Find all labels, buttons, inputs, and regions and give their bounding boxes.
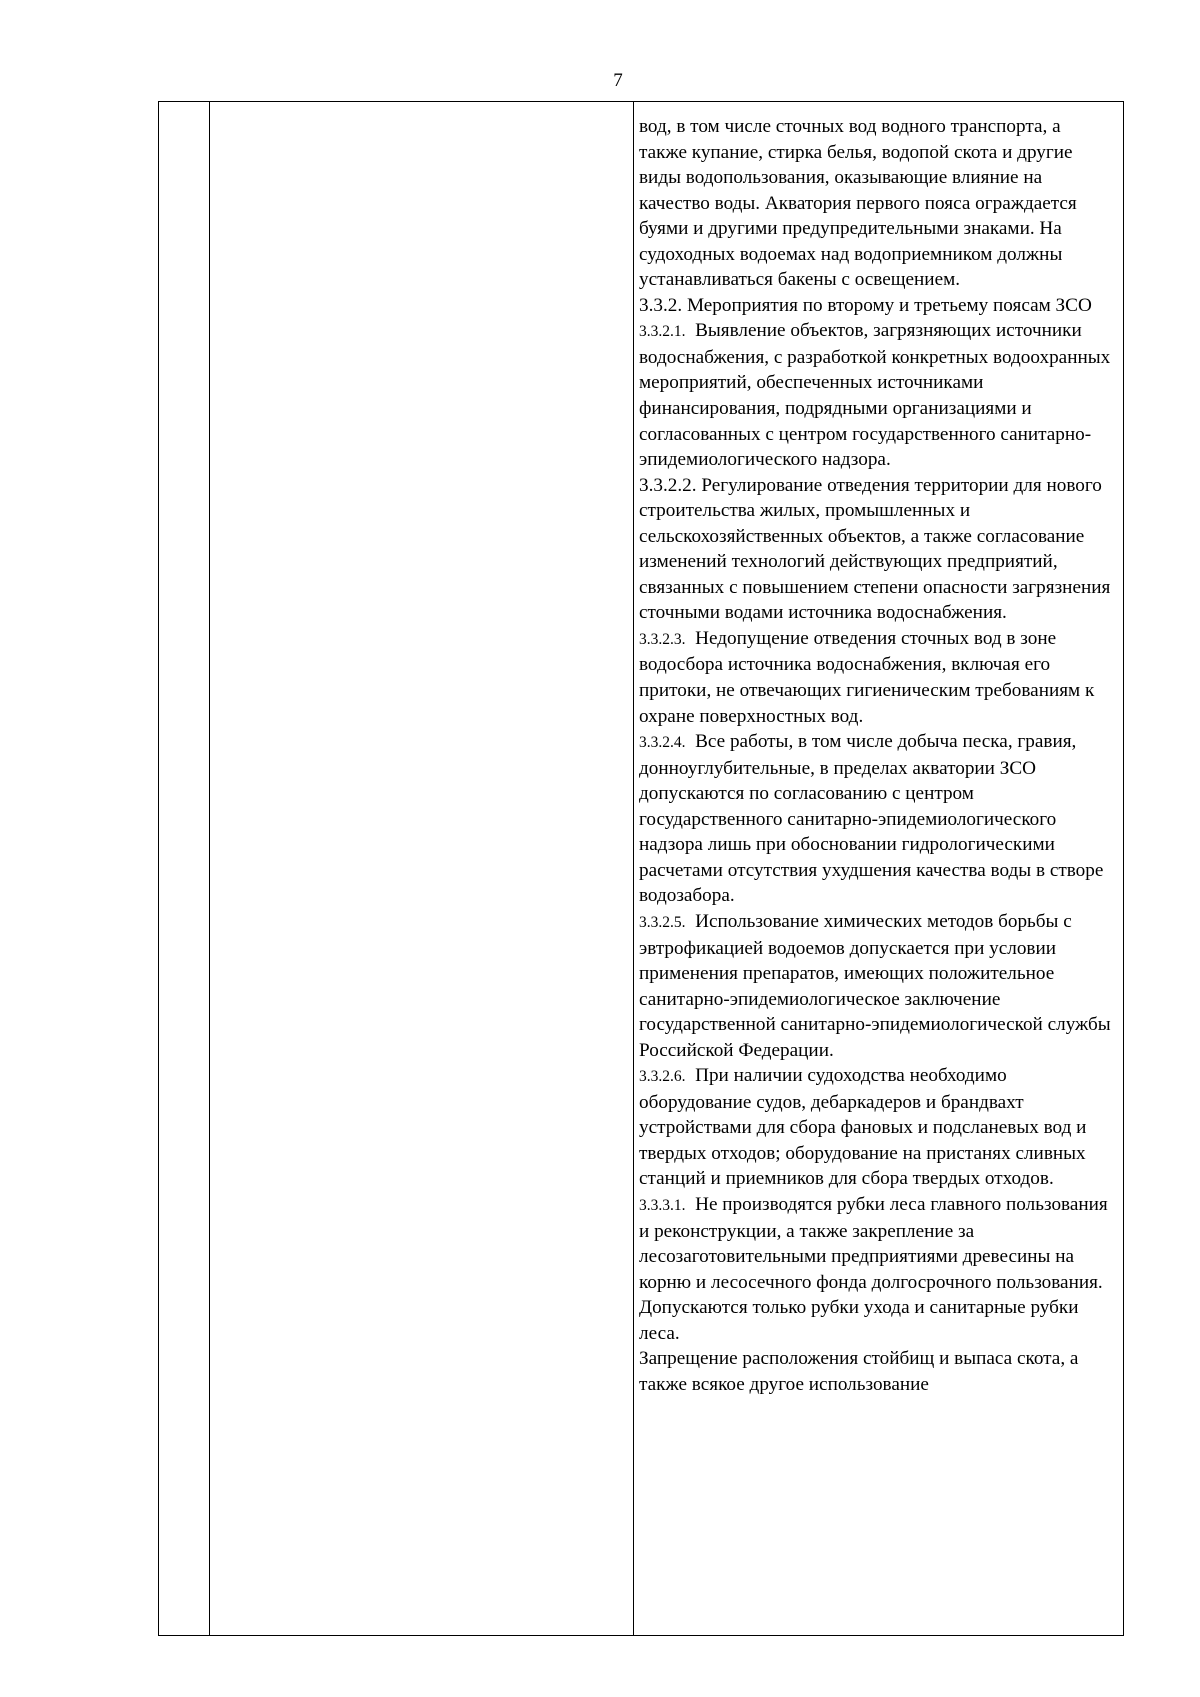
content-paragraph — [639, 1063, 1113, 1192]
content-paragraph — [639, 473, 1113, 626]
table-column-number — [159, 102, 210, 1635]
paragraph-number: 3.3.3.1. — [639, 1196, 686, 1214]
content-paragraph — [639, 114, 1113, 293]
paragraph-number: 3.3.2.4. — [639, 734, 686, 752]
paragraph-text: Все работы, в том числе добыча песка, гравия, донноуглубительные, в пределах акватории ЗСО допускаются по согласованию с центром государственного санитарно-эпидемиологического надзора лишь при обосновании гидрологическими расчетами отсутствия ухудшения качества воды в створе водозабора. — [639, 731, 1104, 907]
paragraph-number: 3.3.2.5. — [639, 913, 686, 931]
paragraph-number: 3.3.2.1. — [639, 323, 686, 341]
content-paragraph — [639, 729, 1113, 909]
document-table — [158, 101, 1124, 1636]
table-column-name — [210, 102, 634, 1635]
content-paragraph — [639, 1346, 1113, 1397]
table-column-content — [634, 102, 1123, 1635]
paragraph-text: Запрещение расположения стойбищ и выпаса скота, а также всякое другое использование — [639, 1348, 1079, 1395]
paragraph-number: 3.3.2.6. — [639, 1068, 686, 1086]
paragraph-number: 3.3.2.3. — [639, 630, 686, 648]
content-paragraph — [639, 626, 1113, 729]
paragraph-text: 3.3.2.2. Регулирование отведения территории для нового строительства жилых, промышленных и сельскохозяйственных объектов, а также согласование изменений технологий действующих предприятий, связанных с повышением степени опасности загрязнения сточными водами источника водоснабжения. — [639, 474, 1111, 624]
paragraph-text: При наличии судоходства необходимо оборудование судов, дебаркадеров и брандвахт устройствами для сбора фановых и подсланевых вод и твердых отходов; оборудование на пристанях сливных станций и приемников для сбора твердых отходов. — [639, 1065, 1087, 1190]
paragraph-text: Не производятся рубки леса главного пользования и реконструкции, а также закрепление за лесозаготовительными предприятиями древесины на корню и лесосечного фонда долгосрочного пользования. Допускаются только рубки ухода и санитарные рубки леса. — [639, 1193, 1108, 1344]
paragraph-text: вод, в том числе сточных вод водного транспорта, а также купание, стирка белья, водопой скота и другие виды водопользования, оказывающие влияние на качество воды. Акватория первого пояса ограждается буями и другими предупредительными знаками. На судоходных водоемах над водоприемником должны устанавливаться бакены с освещением. — [639, 116, 1077, 291]
content-paragraph — [639, 1192, 1113, 1346]
paragraph-text: Использование химических методов борьбы с эвтрофикацией водоемов допускается при условии применения препаратов, имеющих положительное санитарно-эпидемиологическое заключение государственной санитарно-эпидемиологической службы Российской Федерации. — [639, 910, 1111, 1061]
paragraph-text: 3.3.2. Мероприятия по второму и третьему поясам ЗСО — [639, 294, 1092, 316]
paragraph-text: Выявление объектов, загрязняющих источники водоснабжения, с разработкой конкретных водоохранных мероприятий, обеспеченных источниками финансирования, подрядными организациями и согласованных с центром государственного санитарно-эпидемиологического надзора. — [639, 320, 1111, 471]
content-paragraph — [639, 909, 1113, 1063]
paragraph-text: Недопущение отведения сточных вод в зоне водосбора источника водоснабжения, включая его притоки, не отвечающих гигиеническим требованиям к охране поверхностных вод. — [639, 627, 1095, 727]
content-paragraph — [639, 293, 1113, 319]
page-number: 7 — [613, 70, 623, 91]
content-paragraph — [639, 318, 1113, 472]
